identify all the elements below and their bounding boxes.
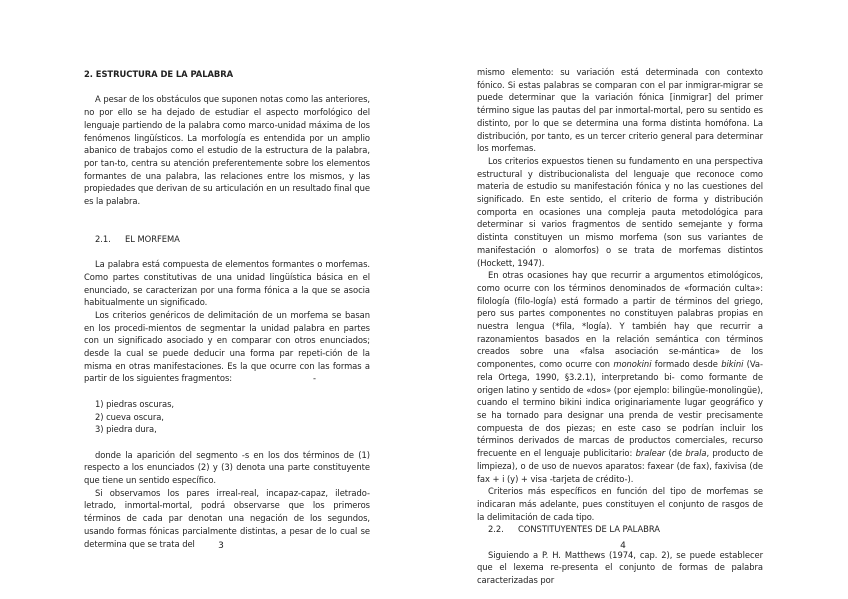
stray-dash: - [313, 373, 317, 384]
paragraph-text: (de [665, 448, 686, 459]
paragraph: Criterios más específicos en función del tipo de morfemas se indicaran más adelante, pues constituyen el conjunto de rasgos de la delimitación de cada tipo. [477, 486, 763, 522]
page-number: 4 [620, 541, 626, 551]
list-item: 2) cueva oscura, [95, 411, 164, 422]
paragraph-text: formado desde [651, 359, 722, 370]
paragraph [84, 309, 370, 385]
paragraph-text: (Va-rela Ortega, 1990, §3.2.1), interpretando bi- como formante de origen latino y sentido de «dos» (por ejemplo: bilingüe-monolingüe), cuando el termino bikini indica originariamente lugar geográfico y se ha tornado para designar una prenda de vestir precisamente compuesta de dos piezas; en este caso se podrían incluir los términos derivados de marcas de productos comerciales, recurso frecuente en el lenguaje publicitario: [477, 359, 763, 459]
subsection-title: EL MORFEMA [125, 233, 180, 244]
emphasized-term: monokini [613, 359, 652, 370]
emphasized-term: brala [685, 448, 707, 459]
paragraph: mismo elemento: su variación está determinada con contexto fónico. Si estas palabras se comparan con el par inmigrar-migrar se puede determinar que la variación fónica [inmigrar] del primer término sigue las pautas del par inmortal-mortal, pero su sentido es distinto, por lo que se determina una forma distinta homófona. La distribución, por tanto, es un tercer criterio general para determinar los morfemas. [477, 67, 763, 154]
paragraph [477, 269, 763, 485]
right-page [424, 0, 848, 599]
subsection-heading-morfema [84, 233, 370, 246]
left-text-column [84, 66, 370, 550]
paragraph: Si observamos los pares irreal-real, incapaz-capaz, iletrado-letrado, inmortal-mortal, podrá observarse que los primeros términos de cada par denotan una negación de los segundos, usando formas fónicas parcialmente distintas, a pesar de lo cual se determina que se trata del [84, 487, 370, 549]
subsection-title: CONSTITUYENTES DE LA PALABRA [518, 524, 660, 535]
list-item: 3) piedra dura, [95, 424, 157, 435]
emphasized-term: bikini [721, 359, 744, 370]
paragraph-text: En otras ocasiones hay que recurrir a argumentos etimológicos, como ocurre con los términos denominados de «formación culta»: filología (filo-logía) está formado a partir de términos del griego, pero sus partes componentes no constituyen palabras propias en nuestra lengua (*fila, *logía). Y también hay que recurrir a razonamientos basados en la relación semántica con términos creados sobre una «falsa asociación se-mántica» de los componentes, como ocurre con [477, 270, 763, 370]
paragraph-text: , producto de limpieza), o de uso de nuevos aparatos: faxear (de fax), faxivisa (de fax + i (y) + visa -tarjeta de crédito-). [477, 448, 763, 484]
paragraph: Siguiendo a P. H. Matthews (1974, cap. 2), se puede establecer que el lexema re-presenta el conjunto de formas de palabra caracterizadas por [477, 549, 763, 586]
intro-paragraph: A pesar de los obstáculos que suponen notas como las anteriores, no por ello se ha dejado de estudiar el aspecto morfológico del lenguaje partiendo de la palabra como marco-unidad máxima de los fenómenos lingüísticos. La morfología es entendida por un amplio abanico de trabajos como el estudio de la estructura de la palabra, por tan-to, centra su atención preferentemente sobre los elementos formantes de una palabra, las relaciones entre los mismos, y las propiedades que derivan de su articulación en un resultado final que es la palabra. [84, 94, 370, 207]
subsection-number: 2.2. [488, 524, 504, 535]
paragraph: donde la aparición del segmento -s en los dos términos de (1) respecto a los enunciados (2) y (3) denota una parte constituyente que tiene un sentido específico. [84, 449, 370, 486]
list-item: 1) piedras oscuras, [95, 398, 175, 409]
emphasized-term: bralear [635, 448, 666, 459]
paragraph: La palabra está compuesta de elementos formantes o morfemas. Como partes constitutivas de una unidad lingüística básica en el enunciado, se caracterizan por una forma fónica a la que se asocia habitualmente un significado. [84, 259, 370, 308]
section-heading: 2. ESTRUCTURA DE LA PALABRA [84, 69, 234, 79]
page-number: 3 [218, 541, 224, 551]
right-text-column [477, 66, 763, 587]
paragraph: Los criterios expuestos tienen su fundamento en una perspectiva estructural y distribucionalista del lenguaje que reconoce como materia de estudio su manifestación fónica y no las cuestiones del significado. En este sentido, el criterio de forma y distribución comporta en ocasiones una compleja pauta metodológica para determinar si varios fragmentos de sentido semejante y forma distinta constituyen un mismo morfema (son sus variantes de manifestación o alomorfos) o se trata de morfemas distintos (Hockett, 1947). [477, 155, 763, 268]
subsection-heading-constituyentes [477, 523, 763, 536]
paragraph-text: Los criterios genéricos de delimitación de un morfema se basan en los procedi-mientos de segmentar la unidad palabra en partes con un significado asociado y en comparar con otros enunciados; desde la cual se puede deducir una forma par repeti-ción de la misma en otras manifestaciones. Es la que ocurre con las formas a partir de los siguientes fragmentos: [84, 309, 370, 384]
subsection-number: 2.1. [95, 233, 111, 244]
